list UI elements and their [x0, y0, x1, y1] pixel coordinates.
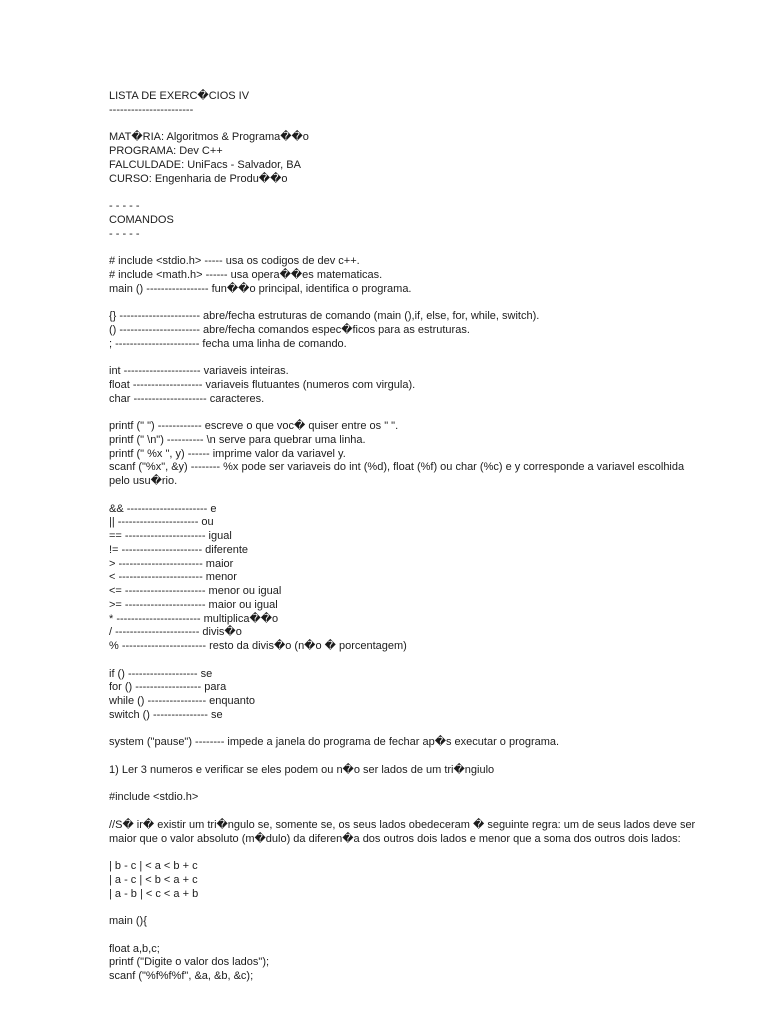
- text-line: main (){: [109, 915, 147, 927]
- text-line: / ----------------------- divis�o: [109, 626, 242, 639]
- blank-line: [109, 489, 749, 503]
- text-line: # include <math.h> ------ usa opera��es matematicas.: [109, 268, 383, 281]
- text-line: < ----------------------- menor: [109, 571, 237, 584]
- text-line: * ----------------------- multiplica��o: [109, 612, 279, 625]
- text-line: | a - c | < b < a + c: [109, 873, 198, 886]
- blank-line: [109, 929, 749, 943]
- blank-line: [109, 654, 749, 668]
- text-line: {} ---------------------- abre/fecha estruturas de comando (main (),if, else, for, while, switch).: [109, 310, 540, 322]
- text-line: > ----------------------- maior: [109, 557, 234, 570]
- text-line: <= ---------------------- menor ou igual: [109, 585, 282, 597]
- text-line: | b - c | < a < b + c: [109, 860, 198, 872]
- blank-line: [109, 750, 749, 764]
- text-line: >= ---------------------- maior ou igual: [109, 598, 278, 611]
- text-line: if () ------------------- se: [109, 667, 213, 680]
- text-line: maior que o valor absoluto (m�dulo) da diferen�a dos outros dois lados e menor que a soma dos outros dois lados:: [109, 832, 681, 845]
- text-line: scanf ("%x", &y) -------- %x pode ser variaveis do int (%d), float (%f) ou char (%c) e y corresponde a variavel escolhida: [109, 461, 685, 474]
- text-line: != ---------------------- diferente: [109, 543, 248, 556]
- text-line: CURSO: Engenharia de Produ��o: [109, 172, 288, 185]
- blank-line: [109, 118, 749, 132]
- document-body: [109, 90, 749, 984]
- text-line: printf (" ") ------------ escreve o que voc� quiser entre os " ".: [109, 420, 399, 432]
- text-line: ; ----------------------- fecha uma linha de comando.: [109, 337, 347, 350]
- text-line: () ---------------------- abre/fecha comandos espec�ficos para as estruturas.: [109, 323, 470, 336]
- text-line: - - - - -: [109, 227, 140, 240]
- text-line: || ---------------------- ou: [109, 516, 214, 529]
- text-line: - - - - -: [109, 200, 140, 212]
- text-line: //S� ir� existir um tri�ngulo se, somente se, os seus lados obedeceram � seguinte regra: um de seus lados deve ser: [109, 818, 696, 831]
- text-line: switch () --------------- se: [109, 708, 223, 721]
- text-line: -----------------------: [109, 103, 194, 116]
- text-line: PROGRAMA: Dev C++: [109, 145, 223, 157]
- text-line: LISTA DE EXERC�CIOS IV: [109, 90, 250, 102]
- blank-line: [109, 241, 749, 255]
- text-line: float ------------------- variaveis flutuantes (numeros com virgula).: [109, 378, 416, 391]
- text-line: | a - b | < c < a + b: [109, 887, 199, 900]
- text-line: pelo usu�rio.: [109, 475, 178, 487]
- text-line: scanf ("%f%f%f", &a, &b, &c);: [109, 970, 254, 982]
- text-line: && ---------------------- e: [109, 502, 217, 515]
- text-line: char -------------------- caracteres.: [109, 392, 265, 405]
- text-line: MAT�RIA: Algoritmos & Programa��o: [109, 131, 309, 144]
- blank-line: [109, 406, 749, 420]
- text-line: COMANDOS: [109, 213, 174, 226]
- blank-line: [109, 846, 749, 860]
- text-line: FALCULDADE: UniFacs - Salvador, BA: [109, 158, 301, 171]
- blank-line: [109, 723, 749, 737]
- text-line: float a,b,c;: [109, 942, 160, 955]
- text-line: int --------------------- variaveis inteiras.: [109, 365, 289, 377]
- text-line: printf ("Digite o valor dos lados");: [109, 956, 270, 969]
- blank-line: [109, 805, 749, 819]
- text-line: printf (" \n") ---------- \n serve para quebrar uma linha.: [109, 433, 366, 446]
- blank-line: [109, 778, 749, 792]
- text-line: for () ------------------ para: [109, 681, 227, 694]
- text-line: == ---------------------- igual: [109, 530, 232, 542]
- text-line: #include <stdio.h>: [109, 791, 199, 804]
- text-line: while () ---------------- enquanto: [109, 695, 256, 707]
- text-line: printf (" %x ", y) ------ imprime valor da variavel y.: [109, 447, 346, 460]
- blank-line: [109, 351, 749, 365]
- blank-line: [109, 186, 749, 200]
- text-line: # include <stdio.h> ----- usa os codigos de dev c++.: [109, 255, 360, 267]
- text-line: % ----------------------- resto da divis�o (n�o � porcentagem): [109, 640, 407, 652]
- text-line: main () ----------------- fun��o principal, identifica o programa.: [109, 282, 412, 295]
- blank-line: [109, 901, 749, 915]
- text-line: 1) Ler 3 numeros e verificar se eles podem ou n�o ser lados de um tri�ngiulo: [109, 763, 495, 776]
- blank-line: [109, 296, 749, 310]
- text-line: system ("pause") -------- impede a janela do programa de fechar ap�s executar o programa.: [109, 736, 560, 749]
